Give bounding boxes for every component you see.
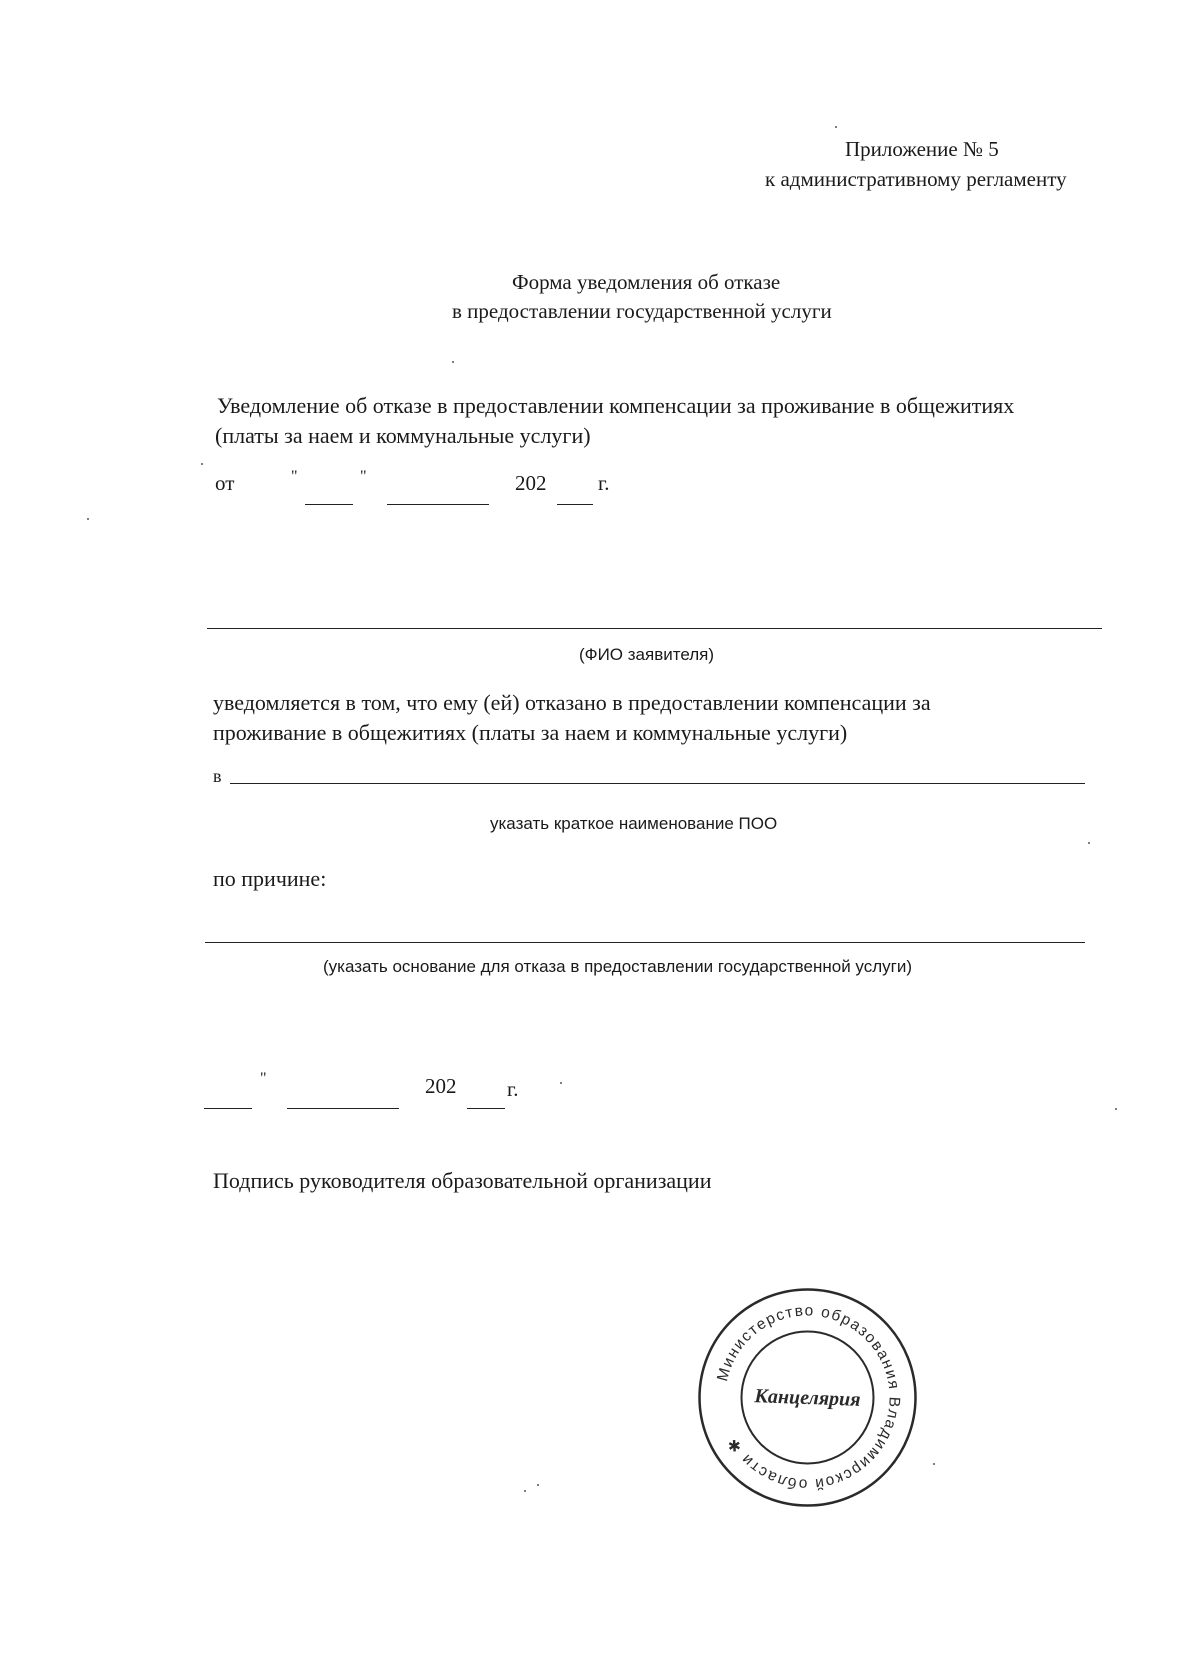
appendix-subtitle: к административному регламенту	[765, 167, 1067, 191]
scan-speck	[1115, 1108, 1117, 1110]
notice-title-line1: Уведомление об отказе в предоставлении компенсации за проживание в общежитиях	[217, 393, 1015, 418]
date-year-prefix: 202	[515, 471, 547, 495]
date-month-blank[interactable]	[387, 504, 489, 505]
applicant-name-line[interactable]	[207, 628, 1102, 629]
sign-date-year-prefix: 202	[425, 1074, 457, 1098]
scan-speck	[537, 1484, 539, 1486]
scan-speck	[1088, 842, 1090, 844]
scan-speck	[560, 1082, 562, 1084]
sign-date-day-blank[interactable]	[204, 1108, 252, 1109]
sign-date-year-suffix: г.	[507, 1077, 519, 1101]
scan-speck	[201, 463, 203, 465]
date-year-blank[interactable]	[557, 504, 593, 505]
organization-prefix: в	[213, 766, 222, 786]
official-stamp	[695, 1285, 920, 1510]
stamp-ring-text: Министерство образования Владимирской области ✱	[714, 1302, 903, 1493]
reason-label: по причине:	[213, 866, 327, 891]
body-line2: проживание в общежитиях (платы за наем и коммунальные услуги)	[213, 720, 848, 745]
organization-caption: указать краткое наименование ПОО	[490, 814, 778, 833]
applicant-caption: (ФИО заявителя)	[579, 645, 715, 664]
appendix-number: Приложение № 5	[845, 137, 999, 161]
body-line1: уведомляется в том, что ему (ей) отказано в предоставлении компенсации за	[213, 690, 931, 715]
reason-caption: (указать основание для отказа в предоставлении государственной услуги)	[323, 957, 913, 976]
signature-label: Подпись руководителя образовательной организации	[213, 1168, 712, 1193]
date-quote-open: "	[291, 468, 298, 485]
scan-speck	[835, 126, 837, 128]
notice-title-line2: (платы за наем и коммунальные услуги)	[215, 423, 591, 448]
sign-date-month-blank[interactable]	[287, 1108, 399, 1109]
scan-speck	[933, 1463, 935, 1465]
date-prefix: от	[215, 471, 235, 495]
organization-line[interactable]	[230, 783, 1085, 784]
form-title-line1: Форма уведомления об отказе	[512, 270, 781, 294]
date-year-suffix: г.	[598, 471, 610, 495]
sign-date-quote: "	[260, 1070, 267, 1087]
reason-line[interactable]	[205, 942, 1085, 943]
date-day-blank[interactable]	[305, 504, 353, 505]
sign-date-year-blank[interactable]	[467, 1108, 505, 1109]
stamp-center-text: Канцелярия	[754, 1385, 861, 1411]
date-quote-close: "	[360, 468, 367, 485]
scan-speck	[524, 1490, 526, 1492]
scan-speck	[87, 518, 89, 520]
form-title-line2: в предоставлении государственной услуги	[452, 299, 832, 323]
scan-speck	[452, 361, 454, 363]
